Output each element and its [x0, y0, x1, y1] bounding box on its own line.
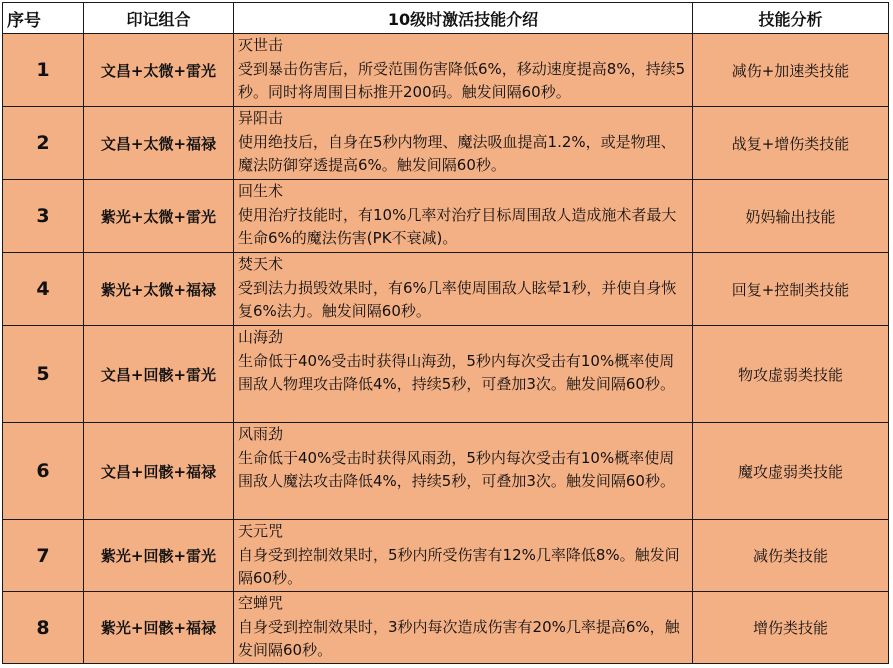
- skill-description: 生命低于40%受击时获得风雨劲，5秒内每次受击有10%概率使周围敌人魔法攻击降低4%，持续5秒，可叠加3次。触发间隔60秒。: [238, 448, 675, 490]
- row-analysis: 战复+增伤类技能: [693, 107, 889, 180]
- skill-description: 自身受到控制效果时，5秒内所受伤害有12%几率降低8%。触发间隔60秒。: [238, 545, 680, 587]
- row-combo: 文昌+回骸+福禄: [84, 423, 234, 520]
- row-combo: 文昌+回骸+雷光: [84, 326, 234, 423]
- row-num: 3: [3, 180, 84, 253]
- skill-name: 异阳击: [238, 109, 284, 127]
- table-row: [3, 253, 889, 326]
- row-num: 1: [3, 34, 84, 107]
- header-num: 序号: [3, 3, 84, 34]
- skill-description: 生命低于40%受击时获得山海劲，5秒内每次受击有10%概率使周围敌人物理攻击降低4%，持续5秒，可叠加3次。触发间隔60秒。: [238, 351, 675, 393]
- skill-name: 空蝉咒: [238, 594, 284, 612]
- row-analysis: 物攻虚弱类技能: [693, 326, 889, 423]
- row-combo: 紫光+太微+福禄: [84, 253, 234, 326]
- row-analysis: 增伤类技能: [693, 592, 889, 664]
- row-num: 6: [3, 423, 84, 520]
- skill-table: [2, 2, 889, 664]
- row-analysis: 回复+控制类技能: [693, 253, 889, 326]
- skill-description: 自身受到控制效果时，3秒内每次造成伤害有20%几率提高6%，触发间隔60秒。: [238, 617, 680, 659]
- row-desc-cell: [234, 423, 693, 520]
- skill-name: 天元咒: [238, 522, 284, 540]
- skill-description: 受到法力损毁效果时，有6%几率使周围敌人眩晕1秒，并使自身恢复6%法力。触发间隔60秒。: [238, 278, 677, 320]
- table-row: [3, 520, 889, 592]
- row-combo: 文昌+太微+福禄: [84, 107, 234, 180]
- row-analysis: 减伤类技能: [693, 520, 889, 592]
- skill-description: 受到暴击伤害后，所受范围伤害降低6%，移动速度提高8%，持续5秒。同时将周围目标推开200码。触发间隔60秒。: [238, 59, 686, 101]
- row-num: 4: [3, 253, 84, 326]
- skill-name: 灭世击: [238, 36, 284, 54]
- header-combo: 印记组合: [84, 3, 234, 34]
- row-desc-cell: [234, 253, 693, 326]
- table-row: [3, 180, 889, 253]
- header-desc: 10级时激活技能介绍: [234, 3, 693, 34]
- skill-description: 使用治疗技能时，有10%几率对治疗目标周围敌人造成施术者最大生命6%的魔法伤害(PK不衰减)。: [238, 205, 677, 247]
- table-row: [3, 423, 889, 520]
- row-desc-cell: [234, 107, 693, 180]
- row-combo: 文昌+太微+雷光: [84, 34, 234, 107]
- row-desc-cell: [234, 326, 693, 423]
- row-combo: 紫光+回骸+福禄: [84, 592, 234, 664]
- table-row: [3, 326, 889, 423]
- row-desc-cell: [234, 520, 693, 592]
- skill-description: 使用绝技后，自身在5秒内物理、魔法吸血提高1.2%，或是物理、魔法防御穿透提高6%。触发间隔60秒。: [238, 132, 676, 174]
- header-row: [3, 3, 889, 34]
- table-row: [3, 34, 889, 107]
- row-num: 2: [3, 107, 84, 180]
- row-analysis: 魔攻虚弱类技能: [693, 423, 889, 520]
- row-desc-cell: [234, 592, 693, 664]
- skill-name: 山海劲: [238, 328, 284, 346]
- table-row: [3, 107, 889, 180]
- row-analysis: 减伤+加速类技能: [693, 34, 889, 107]
- row-num: 5: [3, 326, 84, 423]
- table-row: [3, 592, 889, 664]
- row-desc-cell: [234, 180, 693, 253]
- skill-name: 回生术: [238, 182, 284, 200]
- row-num: 8: [3, 592, 84, 664]
- row-combo: 紫光+回骸+雷光: [84, 520, 234, 592]
- skill-name: 焚天术: [238, 255, 284, 273]
- row-combo: 紫光+太微+雷光: [84, 180, 234, 253]
- header-analysis: 技能分析: [693, 3, 889, 34]
- row-analysis: 奶妈输出技能: [693, 180, 889, 253]
- row-desc-cell: [234, 34, 693, 107]
- row-num: 7: [3, 520, 84, 592]
- skill-name: 风雨劲: [238, 425, 284, 443]
